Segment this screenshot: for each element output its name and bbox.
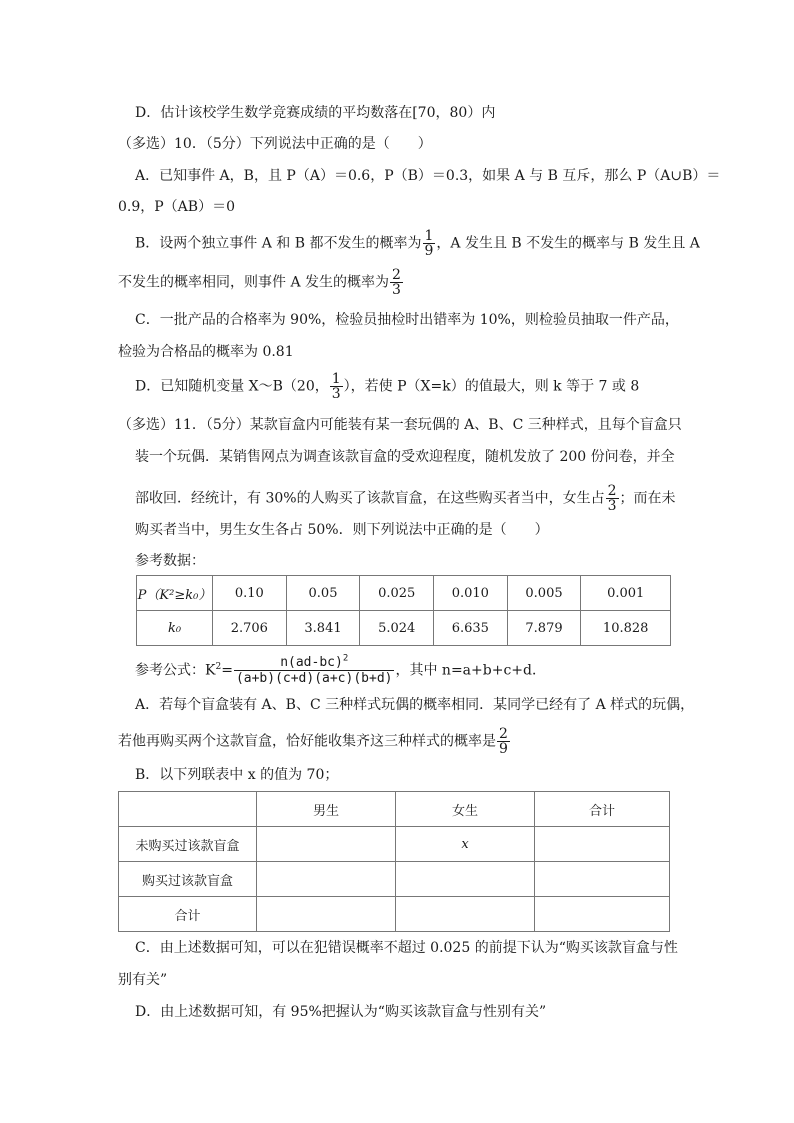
ct-row (119, 897, 670, 932)
ct-cell-x: x (396, 827, 535, 862)
q11-option-c-line1: C．由上述数据可知，可以在犯错误概率不超过 0.025 的前提下认为“购买该款盲盒与性 (135, 940, 678, 956)
ct-row-label: 合计 (119, 897, 257, 932)
q10-option-b-line1 (135, 229, 700, 258)
q11-line4: 购买者当中，男生女生各占 50%．则下列说法中正确的是（ ） (135, 522, 549, 538)
ct-header-cell: 女生 (396, 792, 535, 827)
q9-option-d: D．估计该校学生数学竞赛成绩的平均数落在[70，80）内 (135, 105, 496, 121)
q10-d-text-post: ），若使 P（X=k）的值最大，则 k 等于 7 或 8 (343, 378, 640, 395)
q11-line3-post: ；而在未 (619, 490, 676, 507)
q10-option-d (135, 372, 639, 401)
q11-option-c-line2: 别有关” (118, 972, 168, 988)
q10-b-text-pre: B．设两个独立事件 A 和 B 都不发生的概率为 (135, 235, 422, 252)
q11-option-a-line2 (118, 727, 511, 756)
ref-table-head-p: P（K²≥k₀） (137, 576, 213, 611)
formula-fraction: $\frac{n(ad-bc)^2}{(a+b)(c+d)(a+c)(b+d)}$ (235, 653, 393, 686)
q11-line3 (135, 484, 676, 513)
ct-cell (257, 827, 396, 862)
ref-table-cell: 0.10 (213, 576, 287, 611)
ct-header-cell: 合计 (535, 792, 670, 827)
ref-table-cell: 6.635 (434, 611, 508, 646)
ct-row-label: 购买过该款盲盒 (119, 862, 257, 897)
formula-post: ，其中 n=a+b+c+d． (395, 662, 546, 679)
ct-cell (535, 827, 670, 862)
ref-table-cell: 3.841 (286, 611, 360, 646)
q10-d-text-pre: D．已知随机变量 X～B（20， (135, 378, 329, 395)
ct-header-cell: 男生 (257, 792, 396, 827)
q11-line2: 装一个玩偶．某销售网点为调查该款盲盒的受欢迎程度，随机发放了 200 份问卷，并全 (135, 449, 675, 465)
q10-b2-text-pre: 不发生的概率相同，则事件 A 发生的概率为 (118, 274, 390, 291)
ct-header-cell (119, 792, 257, 827)
ct-cell (535, 897, 670, 932)
ref-table-cell: 2.706 (213, 611, 287, 646)
ref-table-cell: 0.005 (507, 576, 581, 611)
q10-b-text-post: ，A 发生且 B 不发生的概率与 B 发生且 A (436, 235, 700, 252)
q10-b-fraction-2: $\frac{2}{3}$ (392, 267, 401, 298)
ref-table-cell: 0.001 (581, 576, 671, 611)
q10-option-a-line2: 0.9，P（AB）＝0 (118, 199, 235, 215)
q10-header: （多选）10．（5分）下列说法中正确的是（ ） (118, 136, 432, 152)
q10-option-c-line1: C．一批产品的合格率为 90%，检验员抽检时出错率为 10%，则检验员抽取一件产品， (135, 312, 679, 328)
ref-table-cell: 5.024 (360, 611, 434, 646)
formula-label: 参考公式：K (135, 662, 216, 679)
ct-cell (257, 897, 396, 932)
q11-line1: （多选）11．（5分）某款盲盒内可能装有某一套玩偶的 A、B、C 三种样式，且每个盲盒只 (118, 417, 682, 433)
ref-table-row-k (137, 611, 671, 646)
ref-table-cell: 0.05 (286, 576, 360, 611)
ref-table-cell: 10.828 (581, 611, 671, 646)
q11-formula: 参考公式：$K^2=$ $\frac{n(ad-bc)^2}{(a+b)(c+d)(a+c)(b+d)}$ ，其中 n=a+b+c+d． (135, 653, 546, 686)
q11-a-fraction: $\frac{2}{9}$ (499, 726, 508, 757)
q10-d-fraction: $\frac{1}{3}$ (331, 371, 341, 402)
ct-row (119, 827, 670, 862)
ref-table-row-p (137, 576, 671, 611)
q11-ref-data-label: 参考数据： (135, 553, 205, 569)
q11-option-a-line1: A．若每个盲盒装有 A、B、C 三种样式玩偶的概率相同．某同学已经有了 A 样式的玩偶， (135, 697, 695, 713)
q11-line3-fraction: $\frac{2}{3}$ (607, 483, 617, 514)
ref-data-table (136, 575, 671, 646)
q11-option-d: D．由上述数据可知，有 95%把握认为“购买该款盲盒与性别有关” (135, 1004, 547, 1020)
ct-header-row (119, 792, 670, 827)
q10-option-b-line2 (118, 268, 404, 297)
q10-option-a-line1: A．已知事件 A，B，且 P（A）＝0.6，P（B）＝0.3，如果 A 与 B 互斥，那么 P（A∪B）＝ (135, 168, 721, 184)
q10-b-fraction-1: $\frac{1}{9}$ (424, 228, 434, 259)
q11-line3-pre: 部收回．经统计，有 30%的人购买了该款盲盒，在这些购买者当中，女生占 (135, 490, 605, 507)
ref-table-cell: 0.025 (360, 576, 434, 611)
ct-cell (396, 897, 535, 932)
ct-cell (535, 862, 670, 897)
ct-row-label: 未购买过该款盲盒 (119, 827, 257, 862)
ref-table-cell: 7.879 (507, 611, 581, 646)
ref-table-head-k: k₀ (137, 611, 213, 646)
ct-row (119, 862, 670, 897)
q10-option-c-line2: 检验为合格品的概率为 0.81 (118, 344, 294, 360)
ct-cell (257, 862, 396, 897)
contingency-table (118, 791, 670, 932)
ct-cell (396, 862, 535, 897)
ref-table-cell: 0.010 (434, 576, 508, 611)
q11-option-b: B．以下列联表中 x 的值为 70； (135, 767, 339, 783)
q11-a-text-pre: 若他再购买两个这款盲盒，恰好能收集齐这三种样式的概率是 (118, 733, 496, 750)
